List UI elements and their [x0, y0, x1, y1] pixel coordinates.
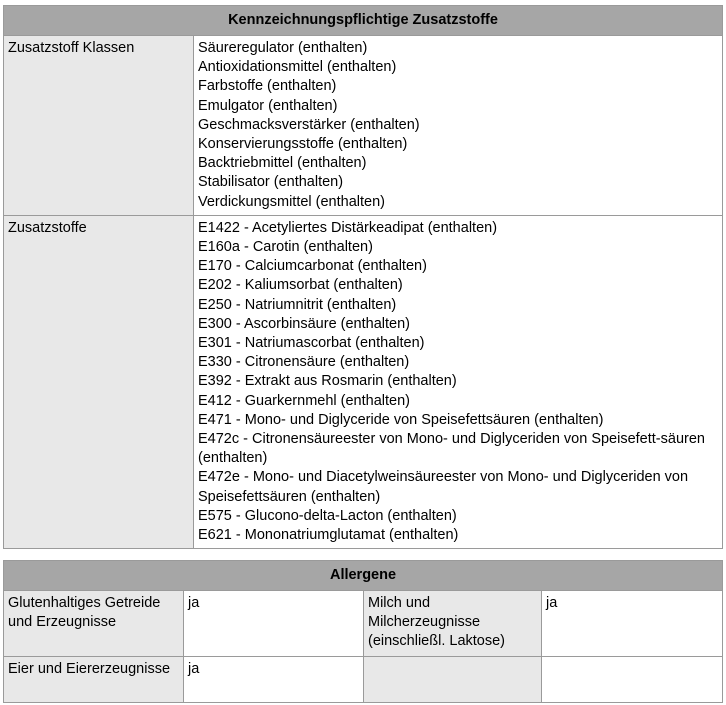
list-item: Säureregulator (enthalten) [198, 40, 368, 56]
list-item: Farbstoffe (enthalten) [198, 78, 337, 95]
list-item: E621 - Mononatriumglutamat (enthalten) [198, 527, 459, 544]
list-item: Verdickungsmittel (enthalten) [198, 193, 385, 210]
list-item: E412 - Guarkernmehl (enthalten) [198, 392, 410, 409]
additives-list [194, 215, 723, 548]
list-item: Backtriebmittel (enthalten) [198, 155, 367, 172]
additives-table [3, 5, 723, 549]
allergen-value-empty [542, 657, 723, 703]
allergens-table [3, 560, 723, 703]
allergens-title: Allergene [4, 561, 723, 591]
additives-title: Kennzeichnungspflichtige Zusatzstoffe [4, 6, 723, 36]
list-item: Stabilisator (enthalten) [198, 174, 344, 191]
list-item: E301 - Natriumascorbat (enthalten) [198, 335, 425, 352]
list-item: E300 - Ascorbinsäure (enthalten) [198, 315, 410, 332]
allergen-value: ja [184, 591, 364, 657]
list-item: E202 - Kaliumsorbat (enthalten) [198, 277, 403, 294]
allergen-value: ja [542, 591, 723, 657]
list-item: E160a - Carotin (enthalten) [198, 239, 373, 256]
list-item: E170 - Calciumcarbonat (enthalten) [198, 258, 427, 275]
list-item: Antioxidationsmittel (enthalten) [198, 59, 397, 76]
allergen-value: ja [184, 657, 364, 703]
list-item: Emulgator (enthalten) [198, 97, 338, 114]
list-item: E472c - Citronensäureester von Mono- und Diglyceriden von Speisefett-säuren (enthalten) [198, 431, 705, 467]
classes-label: Zusatzstoff Klassen [4, 36, 194, 216]
list-item: E471 - Mono- und Diglyceride von Speisefettsäuren (enthalten) [198, 411, 604, 428]
list-item: E472e - Mono- und Diacetylweinsäureester von Mono- und Diglyceriden von Speisefettsäuren (enthalten) [198, 469, 689, 505]
allergen-label-empty [364, 657, 542, 703]
list-item: E1422 - Acetyliertes Distärkeadipat (enthalten) [198, 219, 498, 236]
allergen-label: Eier und Eiererzeugnisse [4, 657, 184, 703]
allergen-label: Milch und Milcherzeugnisse (einschließl. Laktose) [364, 591, 542, 657]
list-item: E250 - Natriumnitrit (enthalten) [198, 296, 397, 313]
list-item: Konservierungsstoffe (enthalten) [198, 136, 408, 153]
list-item: Geschmacksverstärker (enthalten) [198, 116, 420, 133]
additives-label: Zusatzstoffe [4, 215, 194, 548]
classes-list [194, 36, 723, 216]
list-item: E392 - Extrakt aus Rosmarin (enthalten) [198, 373, 457, 390]
list-item: E575 - Glucono-delta-Lacton (enthalten) [198, 507, 457, 524]
list-item: E330 - Citronensäure (enthalten) [198, 354, 410, 371]
allergen-label: Glutenhaltiges Getreide und Erzeugnisse [4, 591, 184, 657]
